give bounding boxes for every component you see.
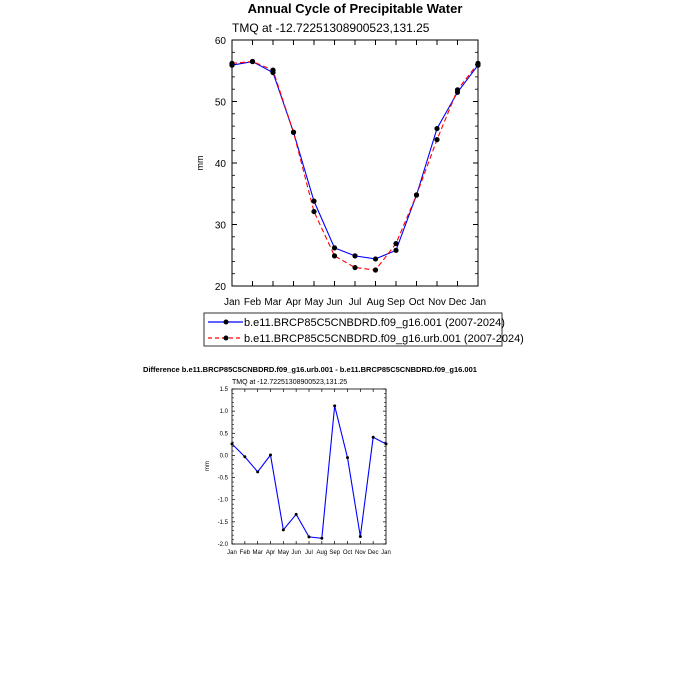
data-point-0 <box>332 245 337 250</box>
data-point-1 <box>455 87 460 92</box>
x-tick-label: May <box>277 550 290 556</box>
x-tick-label: Jan <box>223 297 241 308</box>
x-tick-label: Jan <box>469 297 487 308</box>
data-point-0 <box>434 126 439 131</box>
y-tick-label: -1.0 <box>217 497 228 504</box>
data-point-0 <box>372 436 375 439</box>
data-point-0 <box>373 256 378 261</box>
series-line-0 <box>232 62 478 259</box>
x-tick-label: Mar <box>264 297 282 308</box>
y-tick-label: 1.0 <box>219 409 228 416</box>
chart-subtitle: TMQ at -12.72251308900523,131.25 <box>232 21 430 35</box>
y-tick-label: 40 <box>214 159 226 170</box>
data-point-0 <box>311 199 316 204</box>
y-tick-label: -2.0 <box>217 542 228 548</box>
x-tick-label: Aug <box>366 297 385 308</box>
legend-marker-urban <box>224 336 229 341</box>
data-point-1 <box>332 253 337 258</box>
x-tick-label: Mar <box>252 550 263 556</box>
data-point-0 <box>256 470 259 473</box>
data-point-0 <box>308 535 311 538</box>
difference-title: Difference b.e11.BRCP85C5CNBDRD.f09_g16.urb.001 - b.e11.BRCP85C5CNBDRD.f09_g16.001 <box>143 365 477 374</box>
data-point-0 <box>243 455 246 458</box>
series-line-1 <box>232 62 478 270</box>
data-point-0 <box>333 404 336 407</box>
x-tick-label: Dec <box>367 550 379 556</box>
data-point-1 <box>270 68 275 73</box>
data-point-0 <box>320 537 323 540</box>
x-tick-label: Oct <box>408 297 425 308</box>
data-point-0 <box>282 528 285 531</box>
axis-ticks <box>215 36 486 308</box>
series-group <box>229 59 480 273</box>
x-tick-label: Nov <box>354 550 366 556</box>
x-tick-label: Dec <box>448 297 467 308</box>
y-tick-label: 0.5 <box>219 431 228 438</box>
plot-frame <box>232 40 478 286</box>
x-tick-label: Jul <box>348 297 362 308</box>
data-point-1 <box>250 59 255 64</box>
legend <box>204 313 524 346</box>
difference-series-group <box>231 404 388 539</box>
x-tick-label: Jun <box>291 550 302 556</box>
x-tick-label: Jun <box>326 297 343 308</box>
legend-label-control: b.e11.BRCP85C5CNBDRD.f09_g16.001 (2007-2024) <box>244 317 505 329</box>
data-point-1 <box>311 209 316 214</box>
data-point-0 <box>352 253 357 258</box>
x-tick-label: Feb <box>243 297 262 308</box>
x-tick-label: Feb <box>239 550 251 556</box>
y-tick-label: 0.0 <box>219 453 228 460</box>
difference-y-axis-label: mm <box>205 461 211 471</box>
x-tick-label: Sep <box>329 550 341 556</box>
y-tick-label: 60 <box>214 36 226 47</box>
data-point-0 <box>393 248 398 253</box>
y-tick-label: -1.5 <box>217 519 228 526</box>
data-point-0 <box>385 442 388 445</box>
x-tick-label: Nov <box>428 297 446 308</box>
data-point-1 <box>291 130 296 135</box>
legend-marker-control <box>224 320 229 325</box>
main-chart <box>195 1 524 346</box>
data-point-1 <box>229 61 234 66</box>
data-point-1 <box>393 241 398 246</box>
y-tick-label: 50 <box>214 97 226 109</box>
x-tick-label: Aug <box>316 550 328 556</box>
y-tick-label: 20 <box>214 282 226 293</box>
data-point-0 <box>269 453 272 456</box>
data-point-1 <box>414 192 419 197</box>
data-point-1 <box>352 265 357 270</box>
difference-subtitle: TMQ at -12.72251308900523,131.25 <box>232 379 348 386</box>
data-point-0 <box>359 535 362 538</box>
x-tick-label: Jan <box>227 550 237 556</box>
y-tick-label: -0.5 <box>217 475 228 482</box>
x-tick-label: May <box>304 297 324 308</box>
data-point-0 <box>346 456 349 459</box>
difference-axis-ticks <box>218 387 391 556</box>
x-tick-label: Oct <box>342 550 353 556</box>
chart-title: Annual Cycle of Precipitable Water <box>247 1 463 16</box>
x-tick-label: Jul <box>305 550 313 556</box>
data-point-0 <box>295 513 298 516</box>
x-tick-label: Sep <box>387 297 405 308</box>
data-point-1 <box>434 137 439 142</box>
data-point-1 <box>373 267 378 272</box>
x-tick-label: Apr <box>285 297 302 308</box>
data-point-1 <box>475 61 480 66</box>
series-line-0 <box>232 406 386 538</box>
x-tick-label: Jan <box>381 550 391 556</box>
y-tick-label: 1.5 <box>219 387 228 393</box>
x-tick-label: Apr <box>265 550 276 556</box>
legend-label-urban: b.e11.BRCP85C5CNBDRD.f09_g16.urb.001 (2007-2024) <box>244 333 524 345</box>
data-point-0 <box>231 442 234 445</box>
y-axis-label: mm <box>195 155 205 171</box>
y-tick-label: 30 <box>214 220 226 232</box>
difference-chart <box>143 365 477 556</box>
